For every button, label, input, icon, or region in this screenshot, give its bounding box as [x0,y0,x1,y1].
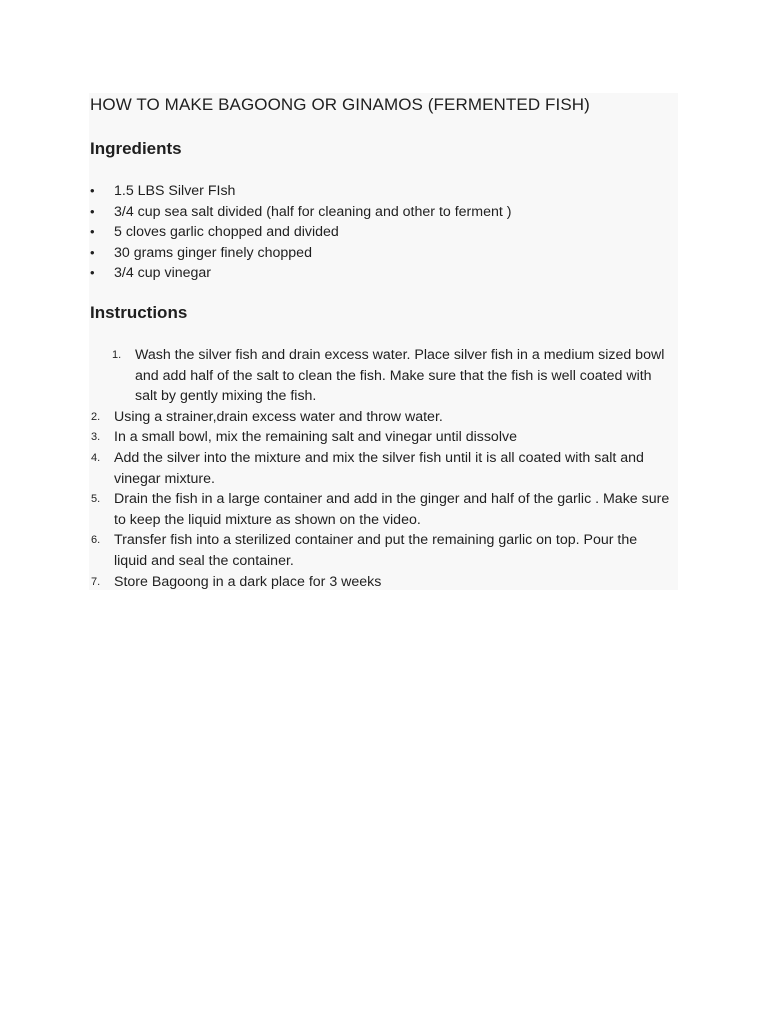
ingredient-text: 3/4 cup sea salt divided (half for cleaning and other to ferment ) [114,203,512,220]
instruction-step [89,489,678,530]
instruction-step [89,427,678,448]
bullet-icon: • [90,244,95,260]
instruction-step [89,345,678,407]
bullet-icon: • [90,203,95,219]
ingredient-text: 5 cloves garlic chopped and divided [114,224,339,241]
step-number: 2. [91,410,101,423]
instruction-step [89,530,678,571]
instructions-heading: Instructions [90,303,188,322]
ingredient-item [89,263,511,284]
step-number: 5. [91,493,101,506]
step-text: Store Bagoong in a dark place for 3 weeks [114,573,382,590]
ingredient-item [89,202,511,223]
instruction-step [89,407,678,428]
bullet-icon: • [90,183,95,198]
ingredients-heading: Ingredients [90,139,182,158]
instruction-step [89,572,678,593]
ingredient-item [89,222,511,243]
step-text: Drain the fish in a large container and add in the ginger and half of the garlic . Make sure to keep the liquid mixture as shown on the video. [114,491,670,528]
step-text: Wash the silver fish and drain excess water. Place silver fish in a medium sized bowl and add half of the salt to clean the fish. Make sure that the fish is well coated with salt by gently mixing the fish. [135,347,665,405]
step-text: Using a strainer,drain excess water and throw water. [114,408,443,425]
instruction-step [89,448,678,489]
bullet-icon: • [90,265,95,281]
page-title: HOW TO MAKE BAGOONG OR GINAMOS (FERMENTED FISH) [90,95,590,114]
step-text: Add the silver into the mixture and mix the silver fish until it is all coated with salt and vinegar mixture. [114,449,644,487]
instructions-list [89,345,678,592]
ingredient-text: 1.5 LBS Silver FIsh [114,183,236,199]
step-number: 6. [91,534,101,547]
step-text: Transfer fish into a sterilized container and put the remaining garlic on top. Pour the liquid and seal the container. [114,532,638,569]
ingredient-item [89,243,511,264]
step-number: 3. [91,431,101,444]
step-number: 4. [91,451,101,464]
step-number: 1. [112,349,122,361]
bullet-icon: • [90,224,95,240]
ingredients-list [89,181,511,284]
recipe-block [89,93,678,590]
step-number: 7. [91,575,101,588]
ingredient-text: 30 grams ginger finely chopped [114,244,312,261]
step-text: In a small bowl, mix the remaining salt and vinegar until dissolve [114,429,517,446]
ingredient-text: 3/4 cup vinegar [114,265,212,282]
ingredient-item [89,181,511,202]
